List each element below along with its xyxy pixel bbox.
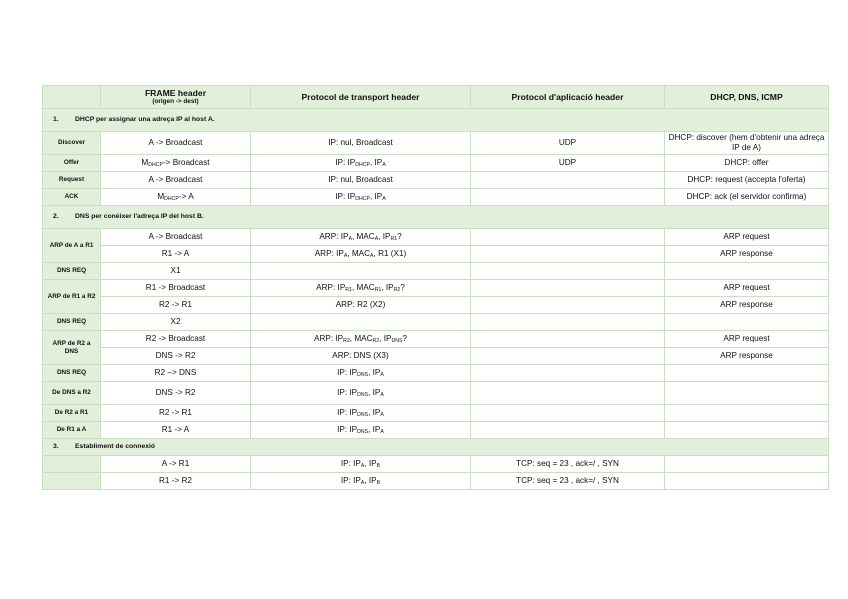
table-row: DNS REQ R2 –> DNS IP: $IP_{DNS}$, $IP_A$ xyxy=(43,365,829,382)
table-row: DNS REQ X1 xyxy=(43,263,829,280)
section-dns: 2. DNS per conèixer l'adreça IP del host B. xyxy=(43,206,829,229)
section-title: DNS per conèixer l'adreça IP del host B. xyxy=(75,212,204,220)
table-row: A -> R1 IP: $IP_A$, $IP_B$ TCP: seq = 23 , ack=/ , SYN xyxy=(43,456,829,473)
header-dhcp-dns-icmp: DHCP, DNS, ICMP xyxy=(665,86,829,109)
table-row: Discover A -> Broadcast IP: nul, Broadcast UDP DHCP: discover (hem d'obtenir una adreça IP de A) xyxy=(43,132,829,155)
table-row: R1 -> A ARP: $IP_A$, $MAC_A$, R1 (X1) ARP response xyxy=(43,246,829,263)
section-title: DHCP per assignar una adreça IP al host A. xyxy=(75,115,215,123)
table-row: DNS REQ X2 xyxy=(43,314,829,331)
table-row: ARP de R1 a R2 R1 -> Broadcast ARP: $IP_{R1}$, $MAC_{R1}$, $IP_{R2}$? ARP request xyxy=(43,280,829,297)
header-application: Protocol d'aplicació header xyxy=(471,86,665,109)
table-row: ACK $M_{DHCP}-> A$ IP: $IP_{DHCP}$, $IP_A$ DHCP: ack (el servidor confirma) xyxy=(43,189,829,206)
table-row: R2 -> R1 ARP: R2 (X2) ARP response xyxy=(43,297,829,314)
header-frame-sub: (origen -> dest) xyxy=(152,98,199,106)
table-row: ARP de A a R1 A -> Broadcast ARP: $IP_A$, $MAC_A$, $IP_{R1}$? ARP request xyxy=(43,229,829,246)
header-label-col xyxy=(43,86,101,109)
protocol-table xyxy=(42,85,829,490)
table-row: De DNS a R2 DNS -> R2 IP: $IP_{DNS}$, $IP_A$ xyxy=(43,382,829,405)
section-dhcp: 1. DHCP per assignar una adreça IP al host A. xyxy=(43,109,829,132)
table-row: R1 -> R2 IP: $IP_A$, $IP_B$ TCP: seq = 23 , ack=/ , SYN xyxy=(43,473,829,490)
header-row xyxy=(43,86,829,109)
section-title: Establiment de connexió xyxy=(75,442,156,450)
section-connection: 3. Establiment de connexió xyxy=(43,439,829,456)
header-frame: FRAME header (origen -> dest) xyxy=(101,86,251,109)
table-row: De R2 a R1 R2 -> R1 IP: $IP_{DNS}$, $IP_A$ xyxy=(43,405,829,422)
header-transport: Protocol de transport header xyxy=(251,86,471,109)
table-row: ARP de R2 a DNS R2 -> Broadcast ARP: $IP_{R2}$, $MAC_{R2}$, $IP_{DNS}$? ARP request xyxy=(43,331,829,348)
table-row: Offer $M_{DHCP}->$ Broadcast IP: $IP_{DHCP}$, $IP_A$ UDP DHCP: offer xyxy=(43,155,829,172)
table-row: DNS -> R2 ARP: DNS (X3) ARP response xyxy=(43,348,829,365)
table-row: De R1 a A R1 -> A IP: $IP_{DNS}$, $IP_A$ xyxy=(43,422,829,439)
table-row: Request A -> Broadcast IP: nul, Broadcast DHCP: request (accepta l'oferta) xyxy=(43,172,829,189)
